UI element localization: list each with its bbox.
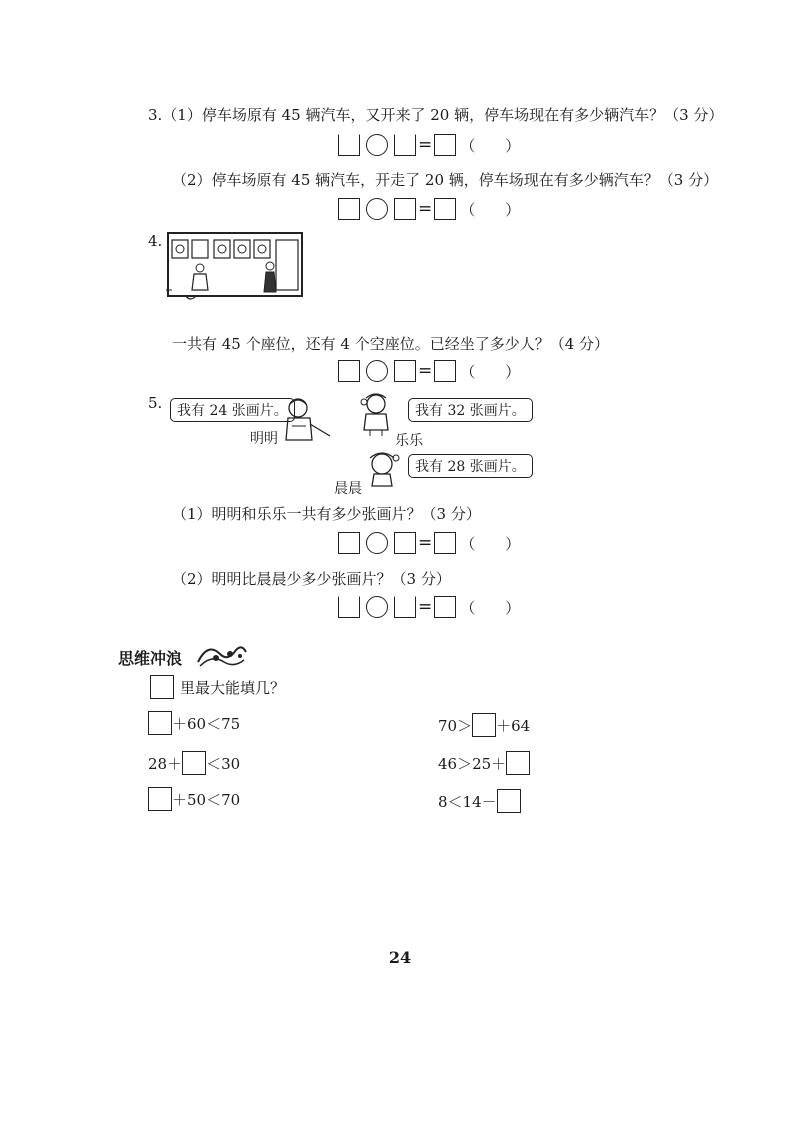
q3-1-equation	[338, 132, 520, 158]
inequality-left-2	[148, 750, 240, 776]
unit-paren[interactable]: （ ）	[460, 136, 521, 155]
section-title: 思维冲浪	[118, 649, 183, 668]
chenchen-figure	[362, 450, 404, 488]
inequality-text: 8＜14－	[438, 792, 497, 811]
q5-number: 5.	[148, 394, 163, 412]
chenchen-label: 晨晨	[334, 481, 362, 497]
mingming-speech-bubble: 我有 24 张画片。	[170, 398, 295, 422]
inequality-text: 46＞25＋	[438, 754, 507, 773]
sample-box	[150, 675, 174, 699]
operator-circle[interactable]	[366, 360, 388, 382]
mingming-label: 明明	[250, 431, 278, 447]
answer-box[interactable]	[472, 713, 496, 737]
lele-speech-bubble: 我有 32 张画片。	[408, 398, 533, 422]
inequality-right-1	[438, 712, 530, 738]
answer-box[interactable]	[497, 789, 521, 813]
instruction-row	[150, 674, 285, 700]
answer-box[interactable]	[338, 198, 360, 220]
unit-paren[interactable]: （ ）	[460, 598, 521, 617]
answer-box[interactable]	[434, 198, 456, 220]
answer-box[interactable]	[338, 360, 360, 382]
unit-paren[interactable]: （ ）	[460, 534, 521, 553]
inequality-text: 70＞	[438, 716, 473, 735]
page-number: 24	[388, 948, 412, 967]
lele-label: 乐乐	[395, 433, 423, 449]
equals-sign: =	[418, 597, 433, 617]
operator-circle[interactable]	[366, 198, 388, 220]
equals-sign: =	[418, 135, 433, 155]
equals-sign: =	[418, 199, 433, 219]
answer-box[interactable]	[394, 532, 416, 554]
operator-circle[interactable]	[366, 134, 388, 156]
q5-1-equation	[338, 530, 520, 556]
wave-icon	[196, 638, 248, 670]
q4-equation	[338, 358, 520, 384]
q3-part2: （2）停车场原有 45 辆汽车，开走了 20 辆，停车场现在有多少辆汽车？（3 分）	[172, 171, 719, 189]
answer-box[interactable]	[182, 751, 206, 775]
inequality-right-2	[438, 750, 530, 776]
bus-illustration	[166, 230, 306, 302]
inequality-text: 28＋	[148, 754, 183, 773]
answer-box[interactable]	[394, 134, 416, 156]
q5-2-equation	[338, 594, 520, 620]
answer-box[interactable]	[434, 532, 456, 554]
chenchen-speech-bubble: 我有 28 张画片。	[408, 454, 533, 478]
q5-part1: （1）明明和乐乐一共有多少张画片？（3 分）	[172, 505, 481, 523]
answer-box[interactable]	[506, 751, 530, 775]
inequality-right-3	[438, 788, 521, 814]
answer-box[interactable]	[394, 360, 416, 382]
q4-text: 一共有 45 个座位，还有 4 个空座位。已经坐了多少人？（4 分）	[172, 335, 610, 353]
answer-box[interactable]	[338, 532, 360, 554]
q3-part1: 3.（1）停车场原有 45 辆汽车，又开来了 20 辆，停车场现在有多少辆汽车？（3 分）	[148, 106, 724, 124]
answer-box[interactable]	[434, 360, 456, 382]
q5-part2: （2）明明比晨晨少多少张画片？（3 分）	[172, 570, 451, 588]
mingming-figure	[280, 396, 334, 442]
q3-2-equation	[338, 196, 520, 222]
answer-box[interactable]	[394, 596, 416, 618]
inequality-left-3	[148, 786, 240, 812]
inequality-text: ＋50＜70	[172, 790, 241, 809]
answer-box[interactable]	[338, 596, 360, 618]
inequality-text: ＋60＜75	[172, 714, 241, 733]
q4-number: 4.	[148, 232, 163, 250]
answer-box[interactable]	[148, 711, 172, 735]
unit-paren[interactable]: （ ）	[460, 200, 521, 219]
operator-circle[interactable]	[366, 596, 388, 618]
equals-sign: =	[418, 361, 433, 381]
equals-sign: =	[418, 533, 433, 553]
inequality-left-1	[148, 710, 240, 736]
answer-box[interactable]	[394, 198, 416, 220]
unit-paren[interactable]: （ ）	[460, 362, 521, 381]
answer-box[interactable]	[434, 134, 456, 156]
answer-box[interactable]	[338, 134, 360, 156]
answer-box[interactable]	[434, 596, 456, 618]
inequality-text: ＋64	[496, 716, 531, 735]
instruction-text: 里最大能填几？	[180, 678, 286, 697]
operator-circle[interactable]	[366, 532, 388, 554]
inequality-text: ＜30	[206, 754, 241, 773]
answer-box[interactable]	[148, 787, 172, 811]
